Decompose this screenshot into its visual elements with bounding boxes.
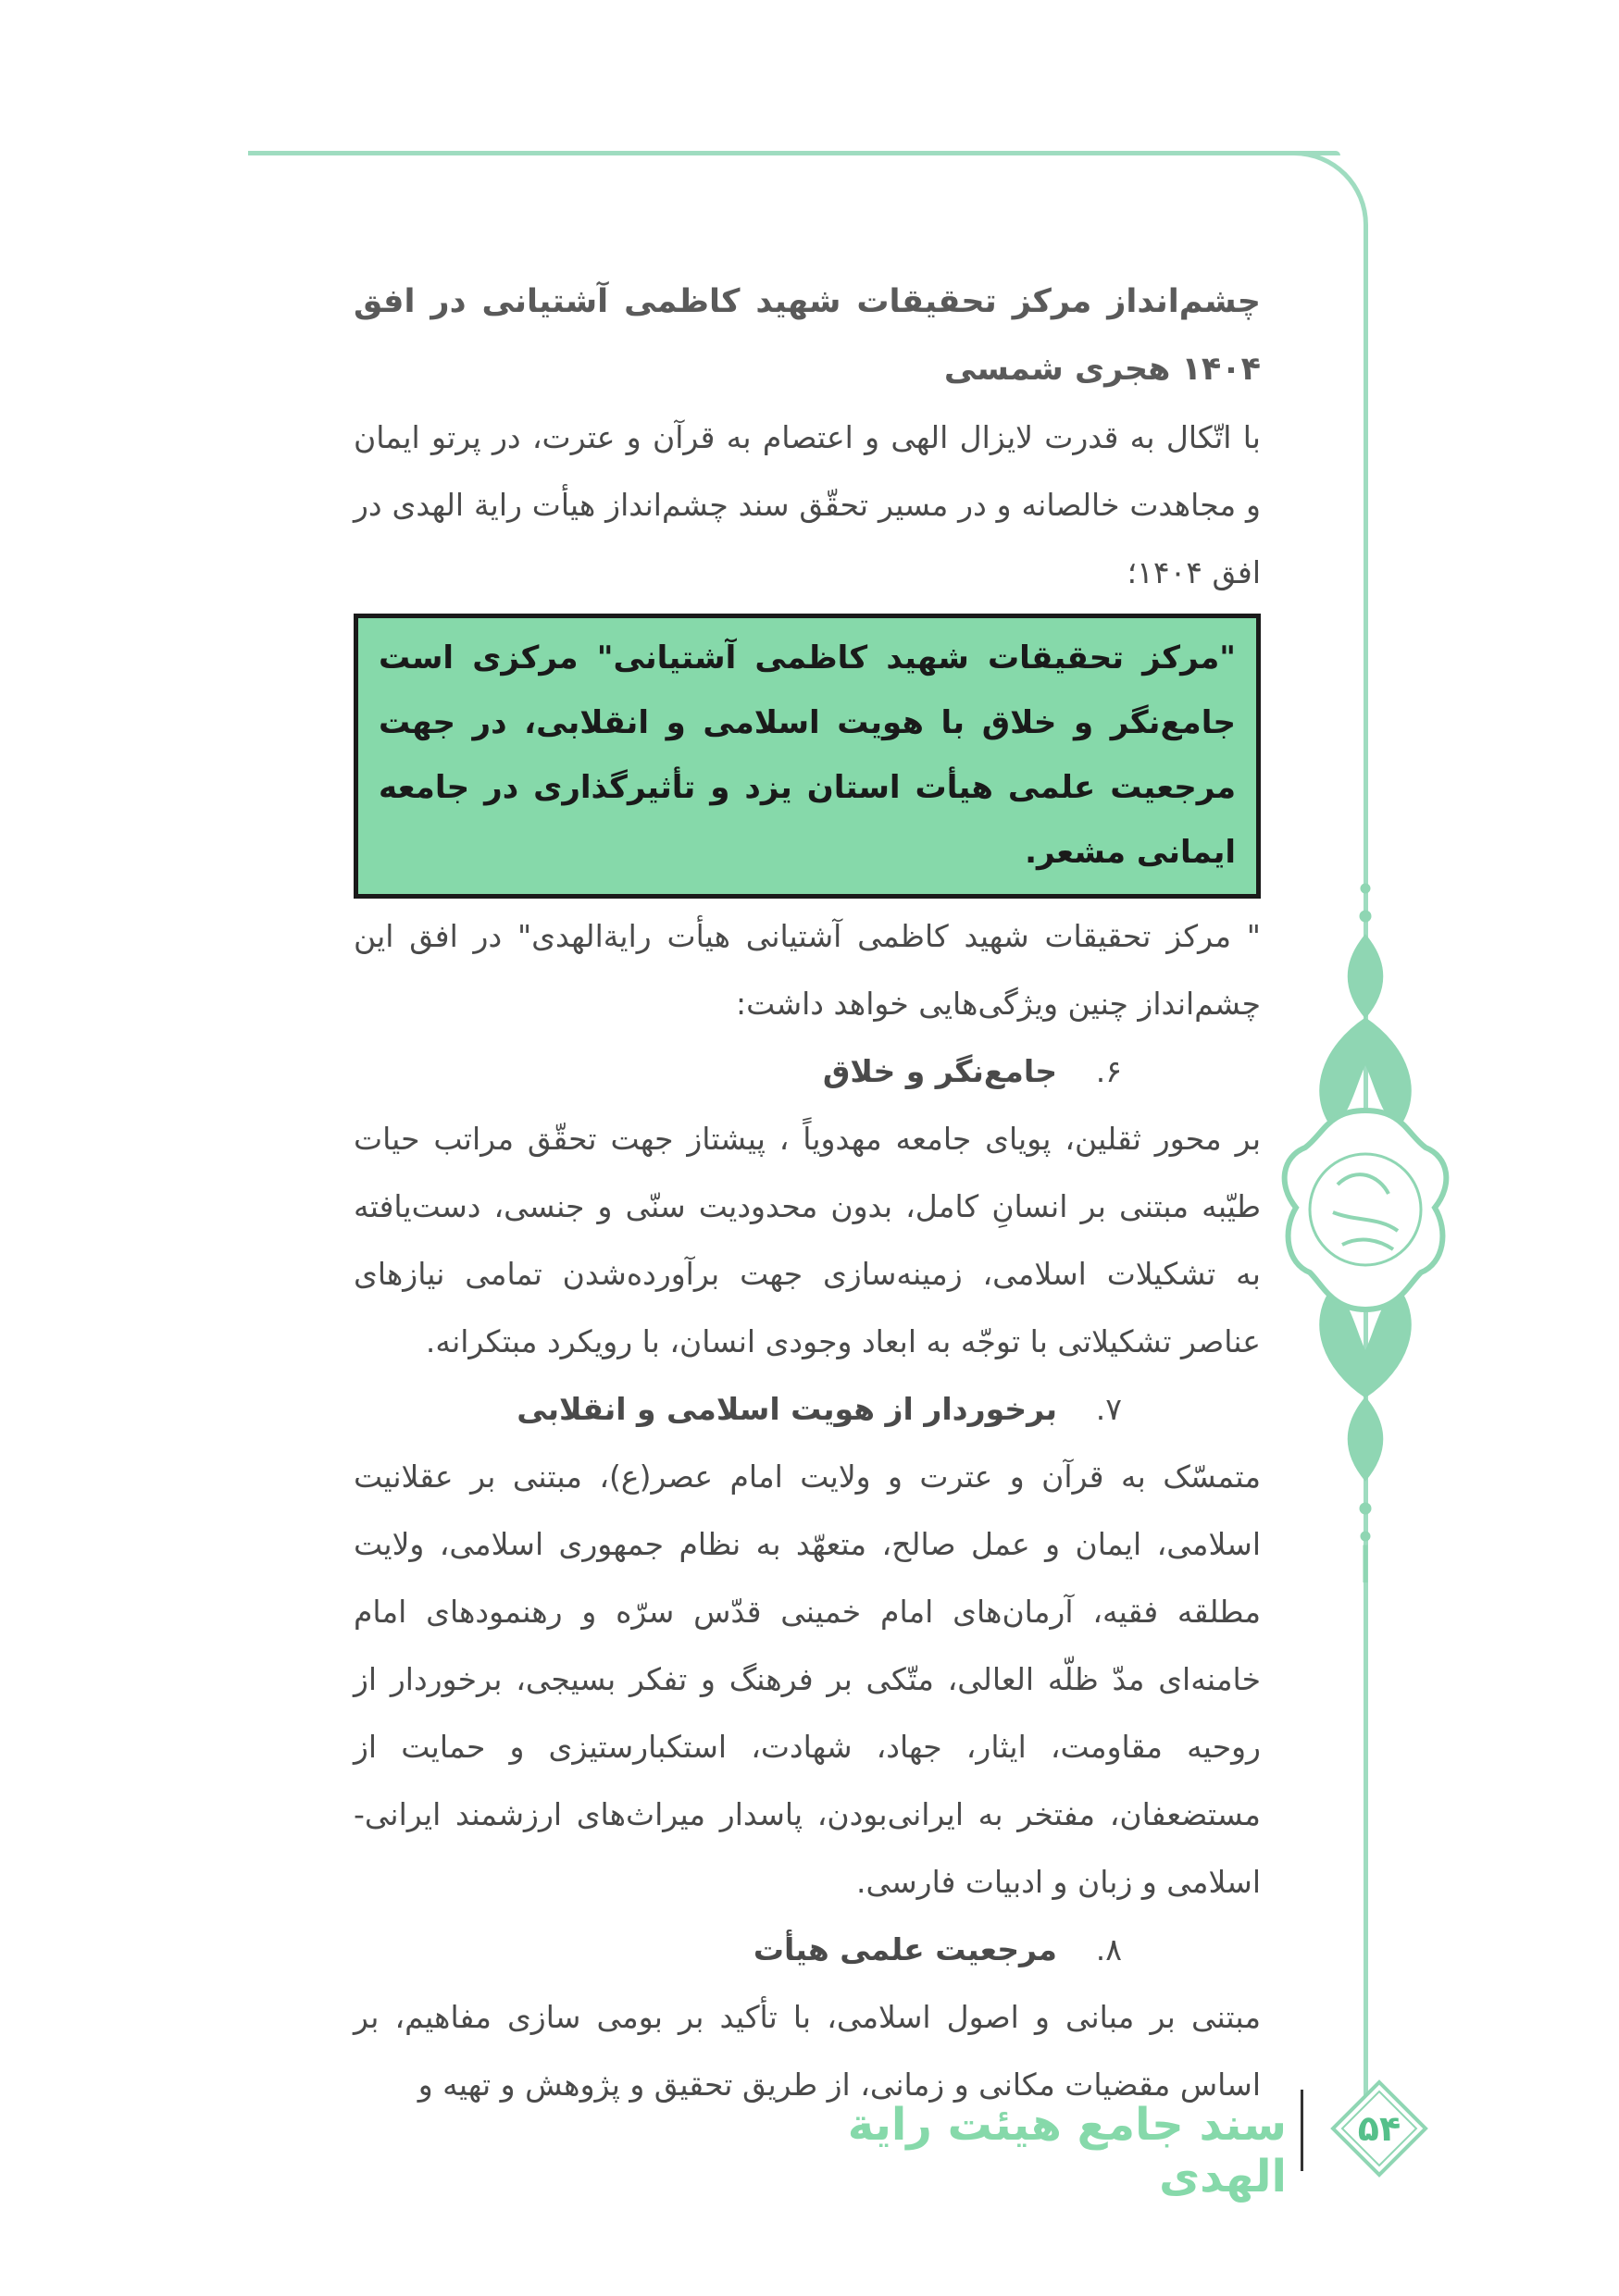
frame-corner bbox=[1276, 151, 1368, 243]
vision-heading: چشم‌انداز مرکز تحقیقات شهید کاظمی آشتیانی در افق ۱۴۰۴ هجری شمسی bbox=[354, 283, 1261, 388]
section-number: ۶. bbox=[1095, 1053, 1122, 1089]
section-heading bbox=[354, 1375, 1261, 1443]
footer-document-title: سند جامع هیئت رایة الهدی bbox=[847, 2099, 1287, 2203]
page-number: ۵۴ bbox=[1357, 2108, 1401, 2149]
section-heading bbox=[354, 1037, 1261, 1105]
section-body: بر محور ثقلین، پویای جامعه مهدویاً ، پیشتاز جهت تحقّق مراتب حیات طیّبه مبتنی بر انسانِ کامل، بدون محدودیت سنّی و جنسی، دست‌یافته به تشکیلات اسلامی، زمینه‌سازی جهت برآورده‌شدن تمامی نیازهای عناصر تشکیلاتی با توجّه به ابعاد وجودی انسان، با رویکرد مبتکرانه. bbox=[354, 1121, 1261, 1359]
intro-paragraph: با اتّکال به قدرت لایزال الهی و اعتصام به قرآن و عترت، در پرتو ایمان و مجاهدت خالصانه و در مسیر تحقّق سند چشم‌انداز هیأت رایة الهدی در افق ۱۴۰۴؛ bbox=[354, 419, 1261, 590]
section-number: ۷. bbox=[1095, 1391, 1122, 1427]
vision-statement-box: "مرکز تحقیقات شهید کاظمی آشتیانی" مرکزی است جامع‌نگر و خلاق با هویت اسلامی و انقلابی، در جهت مرجعیت علمی هیأت استان یزد و تأثیرگذاری در جامعه ایمانی مشعر. bbox=[354, 614, 1261, 899]
features-intro-paragraph: " مرکز تحقیقات شهید کاظمی آشتیانی هیأت رایةالهدی" در افق این چشم‌انداز چنین ویژگی‌هایی خواهد داشت: bbox=[354, 918, 1261, 1022]
floral-ornament-icon bbox=[1268, 879, 1463, 1582]
section-heading bbox=[354, 1916, 1261, 1983]
page-content bbox=[354, 268, 1261, 2118]
footer-divider bbox=[1301, 2090, 1303, 2171]
frame-top-line bbox=[248, 151, 1340, 155]
section-number: ۸. bbox=[1095, 1931, 1122, 1967]
section-title: برخوردار از هویت اسلامی و انقلابی bbox=[517, 1391, 1057, 1427]
section-title: مرجعیت علمی هیأت bbox=[753, 1931, 1057, 1967]
section-body: مبتنی بر مبانی و اصول اسلامی، با تأکید بر بومی سازی مفاهیم، بر اساس مقضیات مکانی و زمانی، از طریق تحقیق و پژوهش و تهیه و bbox=[354, 1999, 1261, 2103]
section-body: متمسّک به قرآن و عترت و ولایت امام عصر(ع)، مبتنی بر عقلانیت اسلامی، ایمان و عمل صالح، متعهّد به نظام جمهوری اسلامی، ولایت مطلقه فقیه، آرمان‌های امام خمینی قدّس سرّه و رهنمودهای امام خامنه‌ای مدّ ظلّه العالی، متّکی بر فرهنگ و تفکر بسیجی، برخوردار از روحیه مقاومت، ایثار، جهاد، شهادت، استکبارستیزی و حمایت از مستضعفان، مفتخر به ایرانی‌بودن، پاسدار میراث‌های ارزشمند ایرانی-اسلامی و زبان و ادبیات فارسی. bbox=[354, 1458, 1261, 1900]
section-title: جامع‌نگر و خلاق bbox=[822, 1053, 1057, 1089]
